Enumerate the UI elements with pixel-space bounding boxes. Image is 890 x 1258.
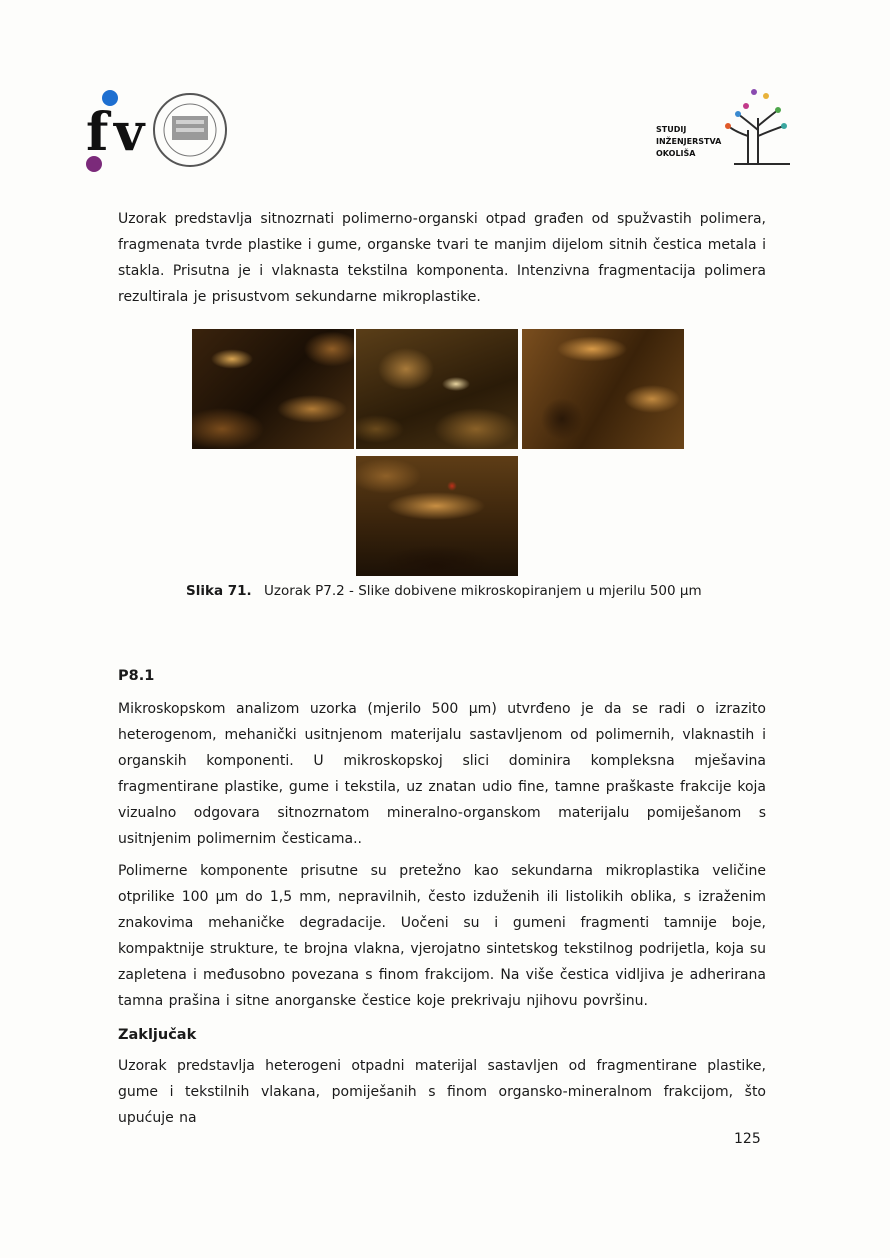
svg-text:OKOLIŠA: OKOLIŠA (656, 149, 696, 158)
figure-label: Slika 71. (186, 583, 252, 599)
microscope-image-1 (192, 329, 354, 449)
section-p81-paragraph-1: Mikroskopskom analizom uzorka (mjerilo 500 µm) utvrđeno je da se radi o izrazito heterogenom, mehanički usitnjenom materijalu sastavljenom od polimernih, vlaknastih i organskih komponenti. U mikroskopskoj slici dominira kompleksna mješavina fragmentirane plastike, gume i tekstila, uz znatan udio fine, tamne praškaste frakcije koja vizualno odgovara sitnozrnatom mineralno-organskom materijalu pomiješanom s usitnjenim polimernim česticama.. (118, 701, 766, 847)
microscope-image-2 (356, 329, 518, 449)
conclusion-paragraph: Uzorak predstavlja heterogeni otpadni materijal sastavljen od fragmentirane plastike, gume i tekstilnih vlakana, pomiješanih s finom organsko-mineralnom frakcijom, što upućuje na (118, 1058, 766, 1126)
figure-caption-text: Uzorak P7.2 - Slike dobivene mikroskopiranjem u mjerilu 500 µm (263, 583, 702, 599)
svg-text:STUDIJ: STUDIJ (656, 125, 687, 134)
section-heading-p81: P8.1 (118, 668, 155, 684)
svg-text:INŽENJERSTVA: INŽENJERSTVA (656, 137, 722, 146)
section-p81-paragraph-2: Polimerne komponente prisutne su pretežno kao sekundarna mikroplastika veličine otprilike 100 µm do 1,5 mm, nepravilnih, često izduženih ili listolikih oblika, s izraženim znakovima mehaničke degradacije. Uočeni su i gumeni fragmenti tamnije boje, kompaktnije strukture, te brojna vlakna, vjerojatno sintetskog tekstilnog podrijetla, koja su zapletena i međusobno povezana s finom frakcijom. Na više čestica vidljiva je adherirana tamna prašina i sitne anorganske čestice koje prekrivaju njihovu površinu. (118, 863, 766, 1009)
intro-paragraph: Uzorak predstavlja sitnozrnati polimerno-organski otpad građen od spužvastih polimera, fragmenata tvrde plastike i gume, organske tvari te manjim dijelom sitnih čestica metala i stakla. Prisutna je i vlaknasta tekstilna komponenta. Intenzivna fragmentacija polimera rezultirala je prisustvom sekundarne mikroplastike. (118, 211, 766, 305)
svg-text:f: f (86, 102, 109, 163)
svg-text:v: v (114, 102, 145, 163)
figure-caption (186, 583, 702, 599)
studij-inzenjerstva-okolisa-logo (650, 86, 800, 168)
ftv-logo (80, 88, 230, 174)
page-number: 125 (734, 1131, 761, 1147)
microscope-image-3 (522, 329, 684, 449)
conclusion-heading: Zaključak (118, 1027, 197, 1043)
microscope-image-4 (356, 456, 518, 576)
